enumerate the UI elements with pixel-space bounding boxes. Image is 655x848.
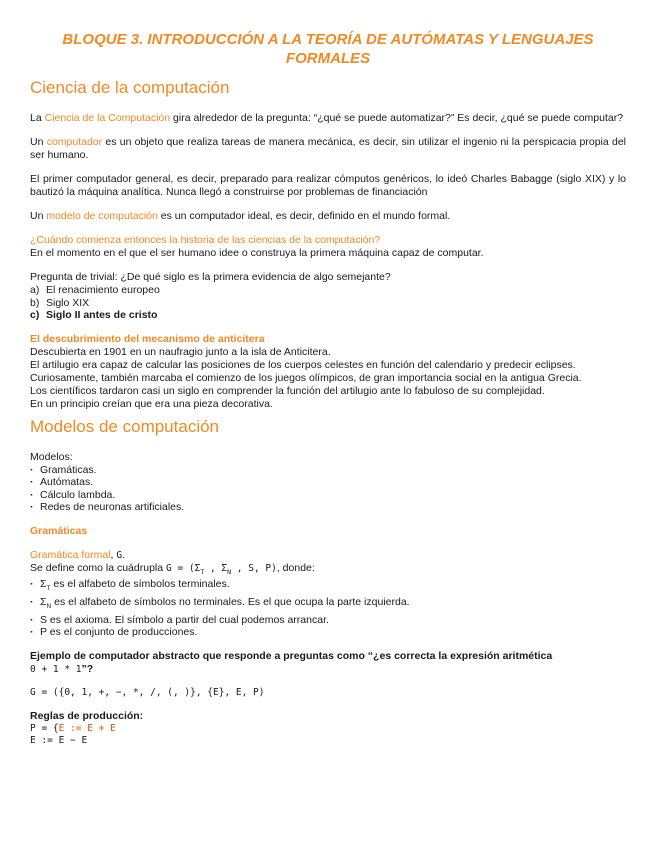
list-item: · $\Sigma_T$ es el alfabeto de símbolos terminales. [30,578,626,596]
list-item: · Autómatas. [30,476,626,489]
example-heading: Ejemplo de computador abstracto que responde a preguntas como “¿es correcta la expresión aritmética 0 + 1 * 1”? [30,649,553,675]
term-modelo-computacion: modelo de computación [46,210,158,222]
term-ciencia-computacion: Ciencia de la Computación [44,112,171,124]
models-list [30,464,626,514]
list-item: · S es el axioma. El símbolo a partir del cual podemos arrancar. [30,614,626,627]
paragraph-computador: Un computador es un objeto que realiza tareas de manera mecánica, es decir, sin utilizar el ingenio ni la perspicacia propia del ser humano. [30,136,626,161]
rules-heading: Reglas de producción: [30,709,144,722]
antikythera-line: El artilugio era capaz de calcular las posiciones de los cuerpos celestes en función del calendario y predecir eclipses. [30,358,576,371]
grammars-heading: Gramáticas [30,524,88,537]
list-item: · P es el conjunto de producciones. [30,626,626,639]
section-heading-modelos: Modelos de computación [30,416,220,436]
antikythera-line: En un principio creían que era una pieza decorativa. [30,397,273,410]
paragraph-babbage: El primer computador general, es decir, preparado para realizar cómputos genéricos, lo ideó Charles Babagge (siglo XIX) y lo bautizó la máquina analítica. Nunca llegó a construirse por problemas de financiación [30,173,626,198]
production-rule: P = {E := E + E [30,722,116,734]
trivia-option-a: a) El renacimiento europeo [30,284,160,296]
document-page [30,30,626,747]
grammar-tuple: G = ({0, 1, +, −, *, /, (, )}, {E}, E, P) [30,686,265,698]
trivia-option-c: c) Siglo II antes de cristo [30,309,158,321]
trivia-question: Pregunta de trivial: ¿De qué siglo es la primera evidencia de algo semejante? [30,271,391,283]
production-rule: E := E − E [30,734,88,746]
models-label: Modelos: [30,450,73,463]
antikythera-line: Descubierta en 1901 en un naufragio junto a la isla de Anticitera. [30,345,331,358]
term-computador: computador [46,136,103,148]
trivia-option-b: b) Siglo XIX [30,296,90,309]
paragraph-ciencia-definition: La Ciencia de la Computación gira alrededor de la pregunta: “¿qué se puede automatizar?” Es decir, ¿qué se puede computar? [30,112,624,124]
formal-grammar-label: Gramática formal, G. [30,548,126,561]
antikythera-heading: El descubrimiento del mecanismo de anticitera [30,332,265,345]
antikythera-line: Los científicos tardaron casi un siglo en comprender la función del artilugio ante lo fabuloso de su complejidad. [30,384,545,397]
question-heading: ¿Cuándo comienza entonces la historia de las ciencias de la computación? [30,234,381,246]
list-item: · Redes de neuronas artificiales. [30,501,626,514]
grammar-components-list [30,578,626,638]
antikythera-line: Curiosamente, también marcaba el comienzo de los juegos olímpicos, de gran importancia social en la antigua Grecia. [30,371,582,384]
list-item: · Cálculo lambda. [30,489,626,502]
paragraph-modelo: Un modelo de computación es un computador ideal, es decir, definido en el mundo formal. [30,210,451,222]
document-title: BLOQUE 3. INTRODUCCIÓN A LA TEORÍA DE AUTÓMATAS Y LENGUAJES FORMALES [62,31,594,67]
section-heading-ciencia: Ciencia de la computación [30,78,230,97]
list-item: · $\Sigma_N$ es el alfabeto de símbolos no terminales. Es el que ocupa la parte izquierda. [30,596,626,614]
list-item: · Gramáticas. [30,464,626,477]
question-answer: En el momento en el que el ser humano idee o construya la primera máquina capaz de computar. [30,247,484,259]
grammar-definition: Se define como la cuádrupla $G = (\Sigma_T$ , $\Sigma_N$ , S, P), donde: [30,561,315,576]
